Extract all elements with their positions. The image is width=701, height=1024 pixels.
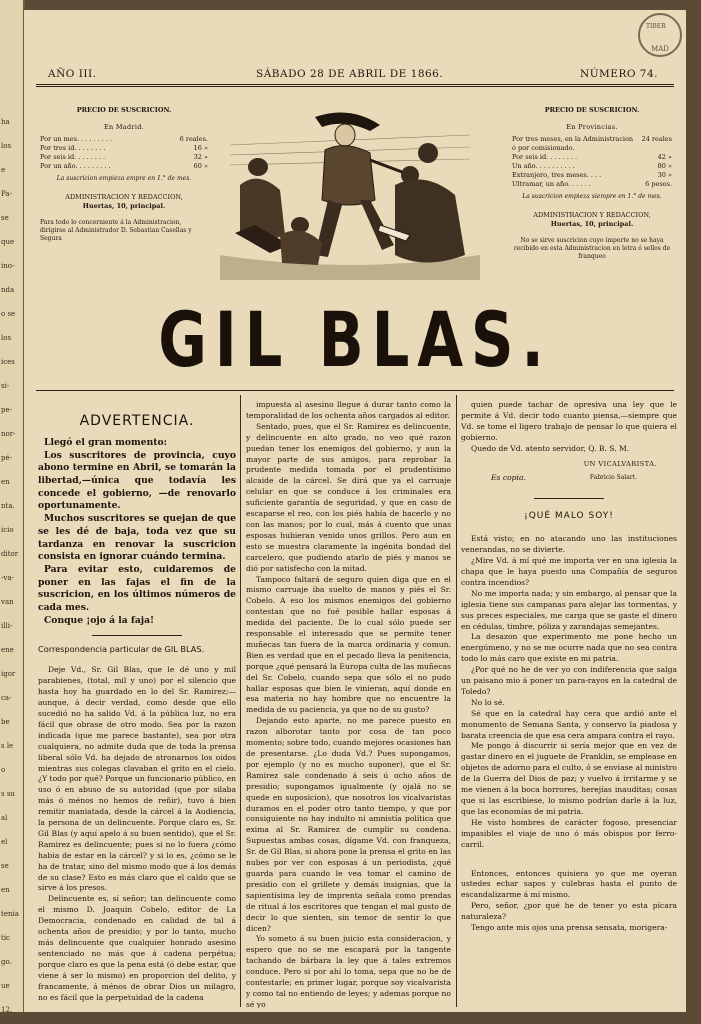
- price-value: 16 »: [193, 144, 208, 152]
- issue-header: [24, 68, 686, 84]
- paragraph: Quedo de Vd. atento servidor, Q. B. S. M.: [471, 443, 630, 453]
- price-label: Por un año. . . . . . . . .: [40, 162, 111, 170]
- paragraph: Tampoco faltará de seguro quien diga que en el mismo carruaje iba suelto de manos y piés el Sr. Cobelo. A eso los mismos enemigos del gobierno contestan que no fué posible hallar esposas á medida del paciente. De lo cual sólo puede ser responsable el interesado que se permite tener muñecas tan fuera de la marca ordinaria y comun. Bien es verdad que en el pecado lleva la penitencia, porque ¿qué pensará la Europa culta de las muñecas del Sr. Cobelo, cuando sepa que sólo el no pudo hallar esposas que bien le vinieran, aquí donde en esa materia no hay hombre que no encuentre la medida de su paciencia, ya que no de su gusto?: [246, 574, 451, 715]
- paragraph: Dejando esto aparte, no me parece puesto en razon alborotar tanto por cosa de tan poco momento; sobre todo, cuando mejores ocasiones han de presentarse. ¿Lo duda Vd.? Pues supongamos, por ejemplo (y no es mucho suponer), que el Sr. Ramirez sale condenado á seis ú ocho años de presidio; supongamos igualmente (y ojalá no se quede en suposicion), que nosotros los vicalvaristas duramos en el poder otro tanto tiempo, y que por consiguiente no hay indulto ni amnistía política que exima al Sr. Ramirez de cumplir su condena. Supuestas ambas cosas, dígame Vd. con franqueza, Sr. de Gil Blas, si ahora pone la prensa el grito en las nubes por ver con esposas á un periodista, ¿qué guarda para cuando le vea tomar el camino de presidio con el grillete y demás insignias, que la sapientísima ley de imprenta señala como prendas de ritual á los escritores que tengan el mal gusto de decir lo que sienten, sin temor de sentir lo que dicen?: [246, 716, 451, 933]
- column-3: [461, 400, 677, 1008]
- previous-page-fragment: ditor: [1, 550, 19, 558]
- previous-page-fragment: ices: [1, 358, 15, 366]
- price-label: Por tres id. . . . . . . .: [40, 144, 106, 152]
- price-value: 80 »: [657, 162, 672, 170]
- column-divider-1: [240, 395, 241, 1007]
- issue-date: SÁBADO 28 DE ABRIL DE 1866.: [256, 68, 444, 80]
- price-row: [40, 144, 208, 153]
- paragraph: Los suscritores de provincia, cuyo abono termine en Abril, se tomarán la libertad,—única que todavía les concede el gobierno, —de renovarlo oportunamente.: [38, 449, 236, 512]
- header-rule-double: [36, 86, 674, 87]
- prov-admin: ADMINISTRACION Y REDACCION,: [533, 211, 651, 219]
- paragraph: Pero, señor, ¿por qué he de tener yo esta pícara naturaleza?: [461, 901, 677, 922]
- paragraph: Me pongo á discurrir si sería mejor que en vez de gastar dinero en el juguete de Franklin, se emplease en objetos de adorno para el culto, ó se enviase al ministro de la Guerra del Dios de paz; y vuelvo á irritarme y se me vienen á la boca horrores, herejías inauditas; cosas que si las escribiese, lo mismo podrían darle á la luz, que las economías de mi patria.: [461, 741, 677, 816]
- paragraph: He visto hombres de carácter fogoso, presenciar impasibles el viaje de uno ó más obispos por ferro-carril.: [461, 817, 677, 849]
- paragraph: Deje Vd., Sr. Gil Blas, que le dé uno y mil parabienes, (total, mil y uno) por el silencio que hasta hoy ha guardado en lo del Sr. Ramirez;—aunque, á decir verdad, como desde que ello sucedió no ha salido Vd. á la pública luz, no era fácil que obrase de otro modo. Sea por la razon indicada (que me parece bastante), sea por otra cualquiera, no admite duda que de toda la prensa liberal sólo Vd. ha dejado de atronarnos los oidos mientras sus colegas clavaban el grito en el cielo. ¿Y todo por qué? Porque un funcionario público, en uso ó en abuso de su autoridad (que por silaba más ó ménos no hemos de reñir), tuvo á bien remitir maniatada, desde la cárcel á la Audiencia, la persona de un delincuente. Porque claro es, Sr. Gil Blas (y aquí apelo á su buen sentido), que el Sr. Ramirez es delincuente; pues si no lo fuera ¿cómo habia de estar en la cárcel? y si lo es, ¿cómo se le ha de tratar, sino del mismo modo que á los demás de su clase? Esto es más claro que el caldo que se sirve á los presos.: [38, 665, 236, 893]
- previous-page-fragment: pe-: [1, 406, 12, 414]
- masthead-rule: [36, 390, 674, 391]
- paragraph: impuesta al asesino llegue á durar tanto como la temporalidad de los ochenta años cargados al editor.: [246, 400, 451, 420]
- price-label: Por un mes. . . . . . . . .: [40, 135, 113, 143]
- paragraph: Conque ¡ojo á la faja!: [44, 614, 155, 626]
- que-malo-soy-body: [461, 534, 677, 934]
- paragraph: Tengo ante mis ojos una prensa sensata, morigera-: [471, 923, 668, 933]
- madrid-address: Huertas, 10, principal.: [82, 202, 166, 210]
- previous-page-fragment: s su: [1, 790, 15, 798]
- que-malo-soy-heading: ¡QUÉ MALO SOY!: [524, 511, 614, 522]
- advertencia-heading: ADVERTENCIA.: [79, 413, 195, 429]
- previous-page-fragment: ca-: [1, 694, 12, 702]
- price-label: Por tres meses, en la Administracion ó por comisionado.: [512, 135, 634, 152]
- madrid-price-title: PRECIO DE SUSCRICION.: [76, 106, 172, 114]
- prov-info: No se sirve suscricion cuyo importe no se haya recibido en esta Administracion en letra ó sellos de franqueo: [513, 237, 671, 260]
- paragraph: Sentado, pues, que el Sr. Ramirez es delincuente, y delincuente en alto grado, no veo qué razon puedan tener los enemigos del gobierno, y aun la mayor parte de sus amigos, para reprobar la prudente medida tomada por el prudentísimo alcaide de la cárcel. Se dirá que ya el carruaje celular en que se conduce á los criminales era suficiente garantía de seguridad, y que en caso de escaparse el reo, con los piés había de hacerlo y no con las manos; por lo cual, más á cuento que unas esposas hubieran venido unos grillos. Pero aun en esto se muestra claramente la ingénita bondad del carcelero, que pudiendo atarlo de piés y manos se dió por satisfecho con la mitad.: [246, 421, 451, 573]
- previous-page-fragment: tic: [1, 934, 10, 942]
- subscription-box-madrid: [40, 106, 208, 243]
- previous-page-fragment: be: [1, 718, 10, 726]
- previous-page-fragment: al: [1, 814, 8, 822]
- advertencia-body: [38, 437, 236, 628]
- previous-page-fragment: pé-: [1, 454, 12, 462]
- previous-page-fragment: illi-: [1, 622, 13, 630]
- paragraph: ¿Por qué no he de ver yo con indiferencia que salga un paisano mio á poner un para-rayos en la catedral de Toledo?: [461, 665, 677, 696]
- previous-page-fragment: s le: [1, 742, 14, 750]
- previous-page-fragment: go.: [1, 958, 12, 966]
- price-value: 24 reales: [641, 135, 672, 143]
- newspaper-page: [24, 10, 686, 1012]
- issue-year: AÑO III.: [48, 68, 97, 80]
- price-row: [40, 135, 208, 144]
- paragraph: Para evitar esto, cuidaremos de poner en las fajas el fin de la suscricion, en los últimos números de cada mes.: [38, 563, 236, 614]
- price-value: 42 »: [657, 153, 672, 161]
- paragraph: Sé que en la catedral hay cera que ardió ante el monumento de Semana Santa, y conservo la piadosa y barata creencia de que esa cera ampara contra el rayo.: [461, 708, 677, 740]
- price-label: Extranjero, tres meses. . . .: [512, 171, 602, 179]
- madrid-price-rows: [40, 135, 208, 171]
- price-label: Ultramar, un año. . . . . .: [512, 180, 591, 188]
- previous-page-fragment: los: [1, 334, 12, 342]
- stamp-text: MAD: [651, 45, 669, 53]
- price-label: Un año. . . . . . . . . .: [512, 162, 575, 170]
- madrid-location: En Madrid.: [103, 123, 145, 131]
- previous-page-strip: [0, 0, 25, 1012]
- paragraph: Delincuente es, sí señor; tan delincuente como el mismo D. Joaquin Cobelo, editor de La Democracia, condenado en calidad de tal á ochenta años de presidio; y por lo tanto, mucho más delincuente que cualquier honrado asesino sentenciado no más que á cadena perpétua; porque claro es que la pena está (ó debe estar, que viene á ser lo mismo) en proporcion del delito, y francamente, á ménos de obrar Dios un milagro, no es fácil que la perpetuidad de la cadena: [38, 894, 236, 1002]
- prov-location: En Provincias.: [566, 123, 618, 131]
- paragraph: No me importa nada; y sin embargo, al pensar que la iglesia tiene sus campanas para alejar las tormentas, y sus preces especiales, me carga que se gaste el dinero en cédulas, timbre, póliza y zarandajas semejantes.: [461, 588, 677, 631]
- issue-number: NÚMERO 74.: [580, 68, 659, 80]
- signer-name: Fabricio Salart.: [589, 474, 637, 482]
- price-row: [40, 153, 208, 162]
- column-2-body: [246, 400, 451, 1008]
- previous-page-fragment: se: [1, 214, 9, 222]
- prov-price-rows: [512, 135, 672, 189]
- previous-page-fragment: el: [1, 838, 8, 846]
- column-divider-2: [456, 395, 457, 1007]
- letter-signature: UN VICALVARISTA.: [583, 459, 657, 468]
- prov-note: La suscricion empieza siempre en 1.° de mes.: [522, 193, 662, 200]
- madrid-admin: ADMINISTRACION Y REDACCION,: [65, 193, 183, 201]
- paragraph: No lo sé.: [471, 697, 505, 707]
- paragraph: Muchos suscritores se quejan de que se les dé de baja, toda vez que su tardanza en renovar la suscricion consista en ignorar cuándo termina.: [38, 513, 236, 563]
- price-row: [512, 162, 672, 171]
- newspaper-title: GIL BLAS.: [158, 295, 552, 384]
- price-row: [512, 180, 672, 189]
- paragraph: La desazon que experimento me pone hecho un energúmeno, y no se me ocurre nada que no sea contra todo lo más caro que existe en mi patria.: [461, 632, 677, 664]
- previous-page-fragment: los: [1, 142, 12, 150]
- paragraph: ¿Mire Vd. á mí qué me importa ver en una iglesia la chapa que le haya puesto una Compañía de seguros contra incendios?: [461, 556, 677, 587]
- previous-page-fragment: igor: [1, 670, 16, 678]
- previous-page-fragment: ue: [1, 982, 10, 990]
- paragraph: Llegó el gran momento:: [44, 436, 168, 448]
- price-value: 6 reales.: [179, 135, 208, 143]
- previous-page-fragment: van: [1, 598, 14, 606]
- previous-page-fragment: 12.: [1, 1006, 13, 1012]
- price-value: 30 »: [657, 171, 672, 179]
- prov-price-title: PRECIO DE SUSCRICION.: [544, 106, 640, 114]
- previous-page-fragment: ino-: [1, 262, 15, 270]
- price-label: Por seis id. . . . . . . .: [40, 153, 106, 161]
- previous-page-fragment: nor-: [1, 430, 16, 438]
- header-rule: [36, 84, 674, 85]
- previous-page-fragment: en: [1, 886, 10, 894]
- copy-note: Es copia.: [491, 473, 526, 483]
- previous-page-fragment: en: [1, 478, 10, 486]
- paragraph: Yo someto á su buen juicio esta consideracion, y espero que no se me escapará por la tangente tachando de bárbara la ley que á tales extremos conduce. Pero si por ahí lo toma, sepa que no he de contestarle; en primer lugar, porque soy vicalvarista y como tal no entiendo de leyes; y ademas porque no sé yo: [246, 934, 451, 1008]
- previous-page-fragment: ene: [1, 646, 14, 654]
- masthead-illustration: [210, 105, 490, 280]
- correspondence-heading: Correspondencia particular de GIL BLAS.: [38, 644, 205, 655]
- library-stamp: [638, 13, 682, 57]
- previous-page-fragment: e: [1, 166, 6, 174]
- stamp-top-text: TIBER: [646, 23, 666, 30]
- madrid-note: La suscricion empieza empre en 1.° de mes.: [56, 175, 192, 182]
- previous-page-fragment: ha: [1, 118, 10, 126]
- price-value: 60 »: [193, 162, 208, 170]
- previous-page-fragment: nda: [1, 286, 15, 294]
- separator-2: [534, 498, 604, 499]
- paragraph: Entonces, entonces quisiera yo que me oyeran ustedes echar sapos y culebras hasta el punto de escandalizarme á mí mismo.: [461, 868, 677, 900]
- subscription-box-provinces: [512, 106, 672, 261]
- price-row: [512, 171, 672, 180]
- price-row: [512, 153, 672, 162]
- price-label: Por seis id. . . . . . . .: [512, 153, 578, 161]
- previous-page-fragment: Pa-: [1, 190, 12, 198]
- paragraph: Está visto; en no atacando uno las instituciones venerandas, no se divierte.: [461, 534, 677, 555]
- price-value: 32 »: [193, 153, 208, 161]
- correspondence-body: [38, 665, 236, 1003]
- letter-ending: [461, 400, 677, 455]
- paragraph: quien puede tachar de opresiva una ley que le permite á Vd. decir todo cuanto piensa,—siempre que Vd. se tome el ligero trabajo de pensar lo que quiera el gobierno.: [461, 400, 677, 442]
- previous-page-fragment: -va-: [1, 574, 14, 582]
- price-row: [40, 162, 208, 171]
- column-2: [246, 400, 451, 1008]
- previous-page-fragment: o: [1, 766, 6, 774]
- previous-page-fragment: se: [1, 862, 9, 870]
- madrid-info: Para todo lo concerniente á la Administracion, dirigirse al Administrador D. Sebastian Casellas y Segura: [40, 219, 192, 242]
- previous-page-fragment: icio: [1, 526, 14, 534]
- previous-page-fragment: si-: [1, 382, 10, 390]
- previous-page-fragment: tenia: [1, 910, 19, 918]
- price-value: 6 pesos.: [645, 180, 672, 188]
- price-row: [512, 135, 672, 153]
- previous-page-fragment: o se: [1, 310, 16, 318]
- prov-address: Huertas, 10, principal.: [550, 220, 634, 228]
- separator: [92, 635, 182, 636]
- previous-page-fragment: que: [1, 238, 15, 246]
- column-1: [38, 400, 236, 1008]
- previous-page-fragment: nta.: [1, 502, 15, 510]
